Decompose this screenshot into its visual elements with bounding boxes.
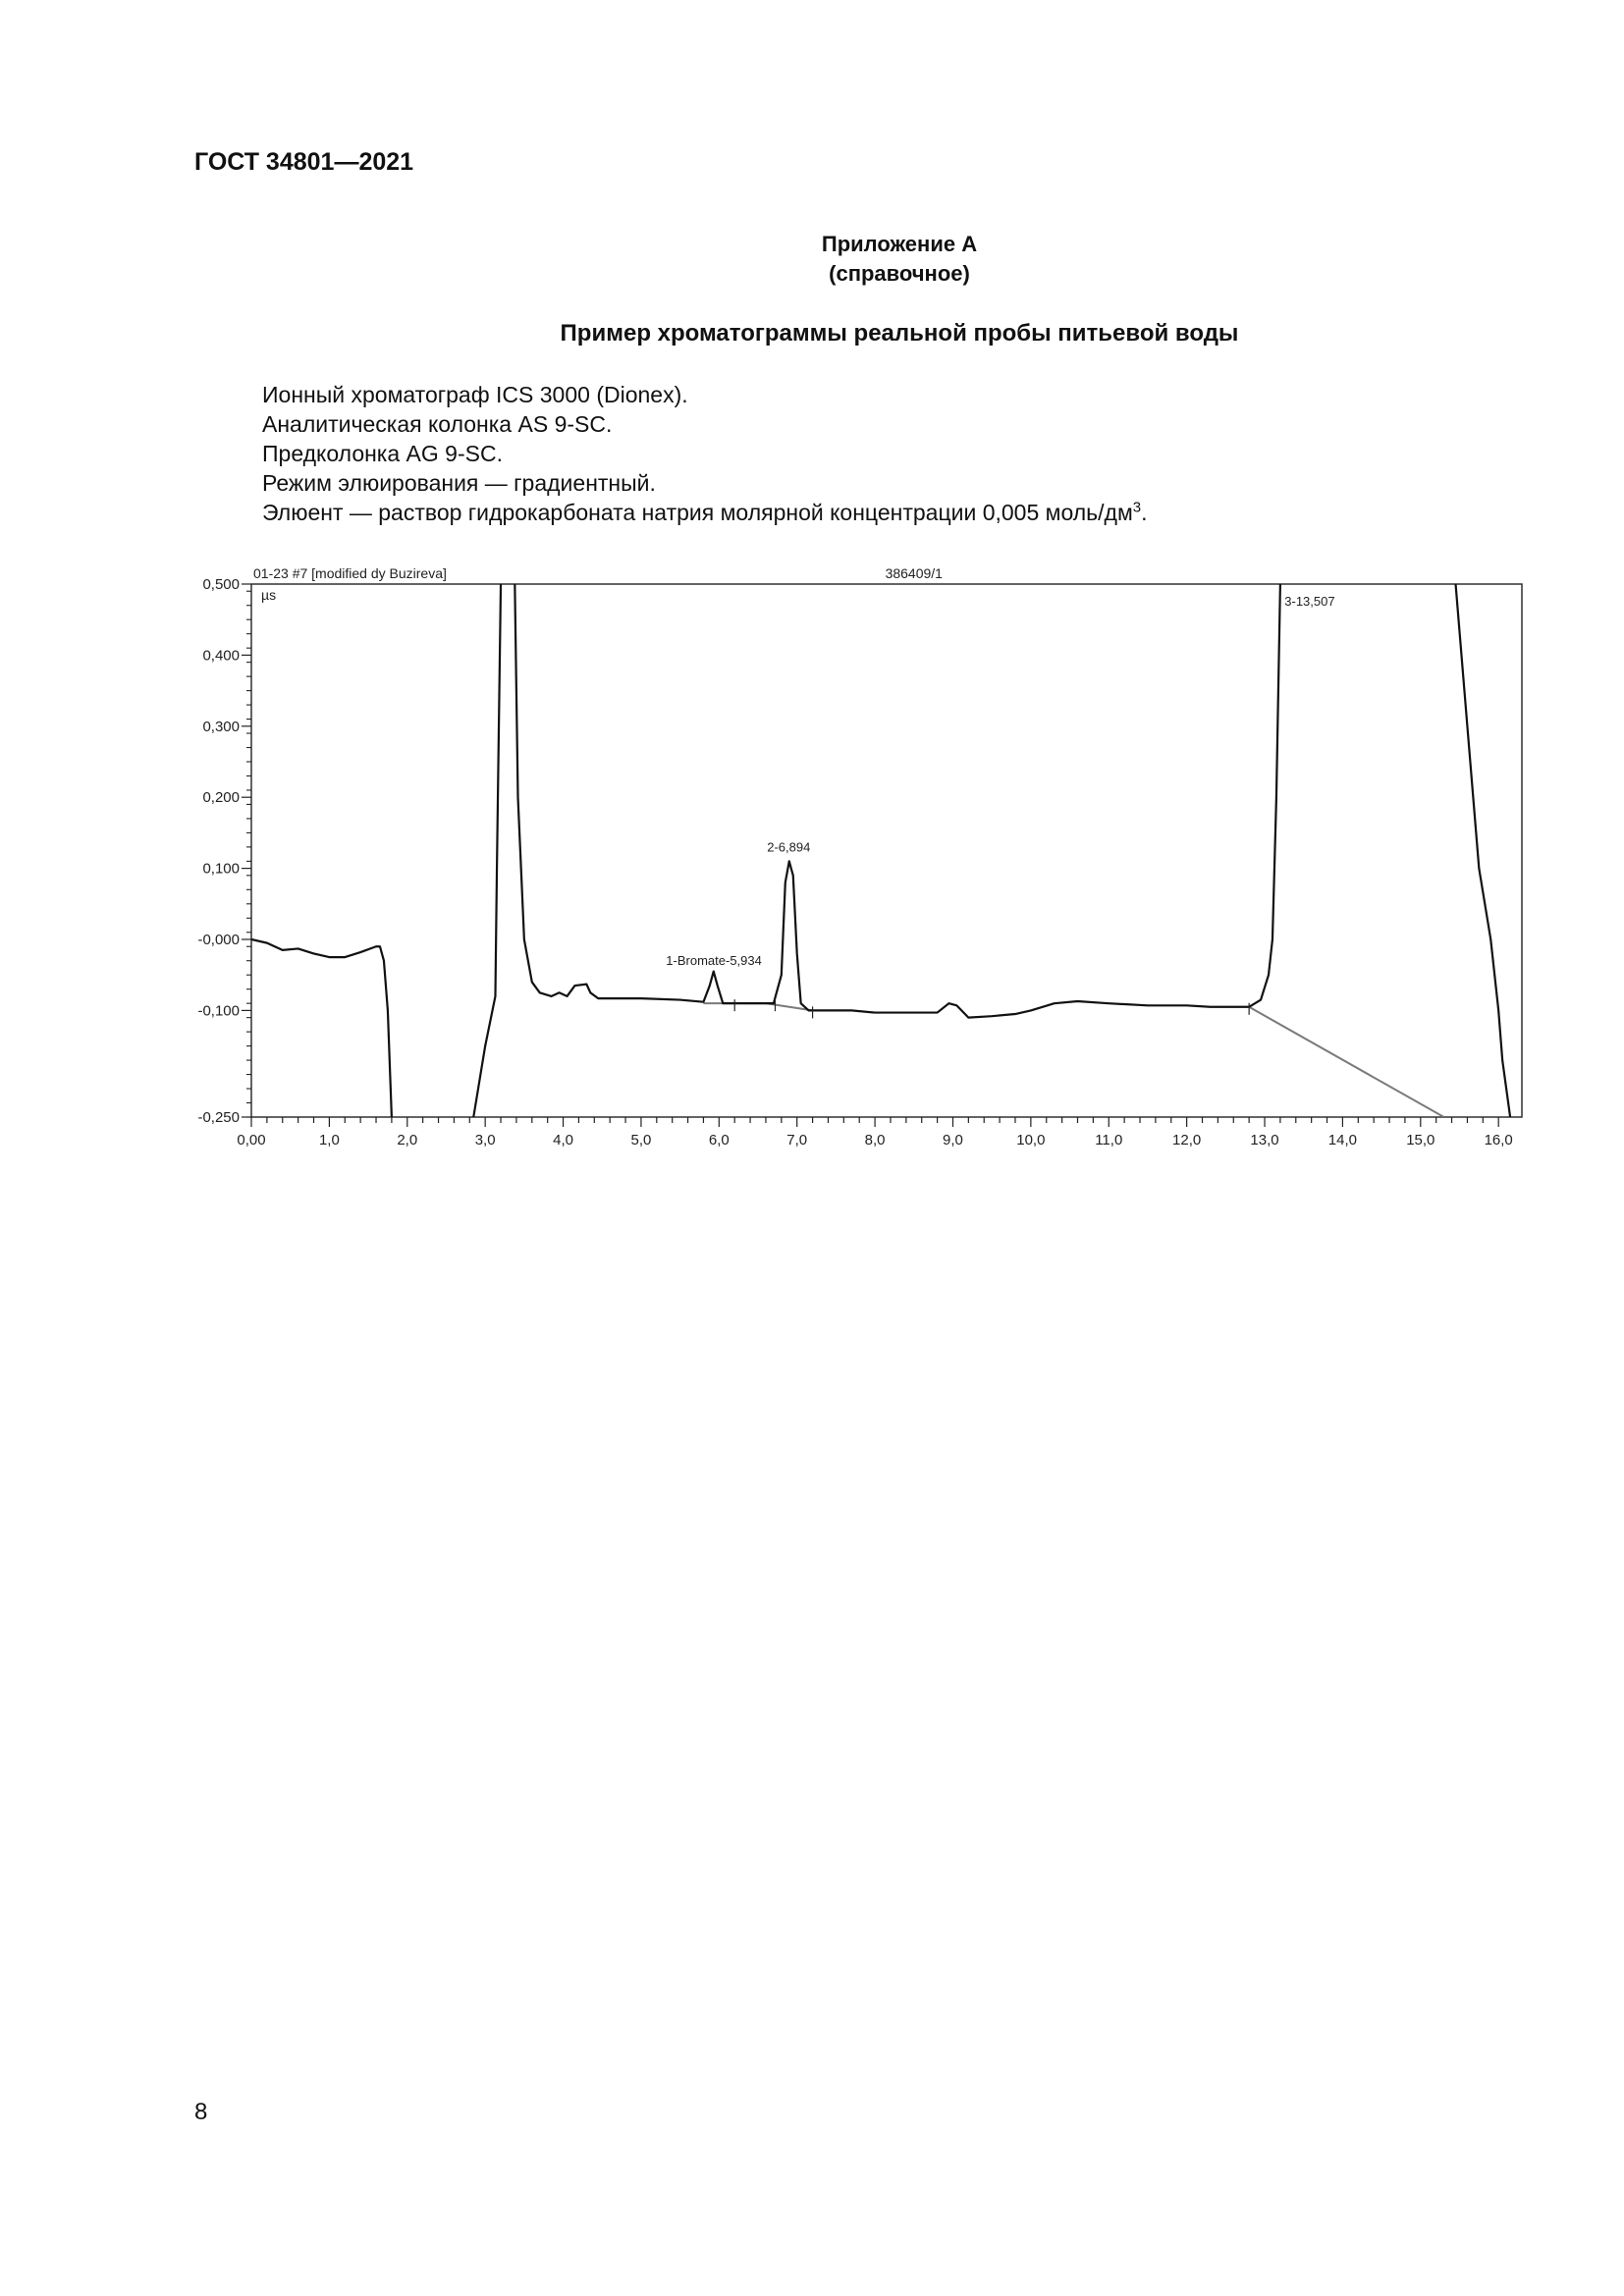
y-tick-label: 0,400 [202,647,240,665]
standard-number: ГОСТ 34801—2021 [194,148,414,176]
chart-header-left: 01-23 #7 [modified dy Buzireva] [253,565,447,581]
instrument-description [262,380,1148,527]
signal-group [251,584,1510,1117]
y-tick-label: 0,500 [202,576,240,593]
eluent-line [262,498,1148,527]
peak-label: 1-Bromate-5,934 [666,953,762,969]
y-axis-unit: µs [261,587,277,603]
y-tick-label: -0,100 [197,1002,240,1020]
appendix-kind: (справочное) [829,261,970,286]
description-line: Предколонка AG 9-SC. [262,441,503,466]
peak-label: 3-13,507 [1284,594,1335,609]
x-tick-label: 12,0 [1172,1132,1202,1148]
signal-trace [473,584,501,1117]
chart-labels [197,565,1512,1148]
page-number: 8 [194,2099,208,2125]
eluent-end: . [1141,500,1148,525]
baseline-group [703,1003,1443,1117]
x-tick-label: 0,00 [237,1132,266,1148]
description-line: Режим элюирования — градиентный. [262,470,656,496]
signal-trace [251,939,392,1117]
y-tick-label: -0,000 [197,932,240,948]
x-tick-label: 16,0 [1484,1132,1513,1148]
x-tick-label: 15,0 [1406,1132,1435,1148]
chart-axes [242,584,1522,1127]
x-tick-label: 5,0 [630,1132,652,1148]
x-tick-label: 2,0 [397,1132,418,1148]
eluent-text: Элюент — раствор гидрокарбоната натрия молярной концентрации 0,005 моль/дм [262,500,1133,525]
y-tick-label: 0,100 [202,860,240,878]
x-tick-label: 10,0 [1016,1132,1046,1148]
chromatogram-chart [177,555,1532,1163]
eluent-superscript: 3 [1132,499,1142,516]
x-tick-label: 13,0 [1250,1132,1279,1148]
y-tick-label: -0,250 [197,1109,240,1126]
plot-frame [251,584,1522,1117]
y-tick-label: 0,300 [202,718,240,735]
appendix-heading [0,320,1624,347]
appendix-title: Приложение А [821,232,978,256]
x-tick-label: 1,0 [318,1132,340,1148]
x-tick-label: 3,0 [474,1132,496,1148]
x-tick-label: 7,0 [786,1132,808,1148]
x-tick-label: 6,0 [708,1132,730,1148]
description-line: Аналитическая колонка AS 9-SC. [262,411,613,437]
heading-text: Пример хроматограммы реальной пробы питьевой воды [560,320,1239,347]
x-tick-label: 9,0 [943,1132,963,1148]
chart-header-center: 386409/1 [885,565,943,581]
x-tick-label: 14,0 [1327,1132,1358,1148]
y-tick-label: 0,200 [202,789,240,807]
signal-trace [1456,584,1511,1117]
integration-baseline [1249,1007,1443,1117]
description-line: Ионный хроматограф ICS 3000 (Dionex). [262,382,688,407]
x-tick-label: 11,0 [1095,1132,1123,1148]
x-tick-label: 4,0 [553,1132,573,1148]
peak-label: 2-6,894 [767,839,811,855]
x-tick-label: 8,0 [864,1132,886,1148]
signal-trace [514,584,1280,1018]
appendix-header [0,230,1624,289]
